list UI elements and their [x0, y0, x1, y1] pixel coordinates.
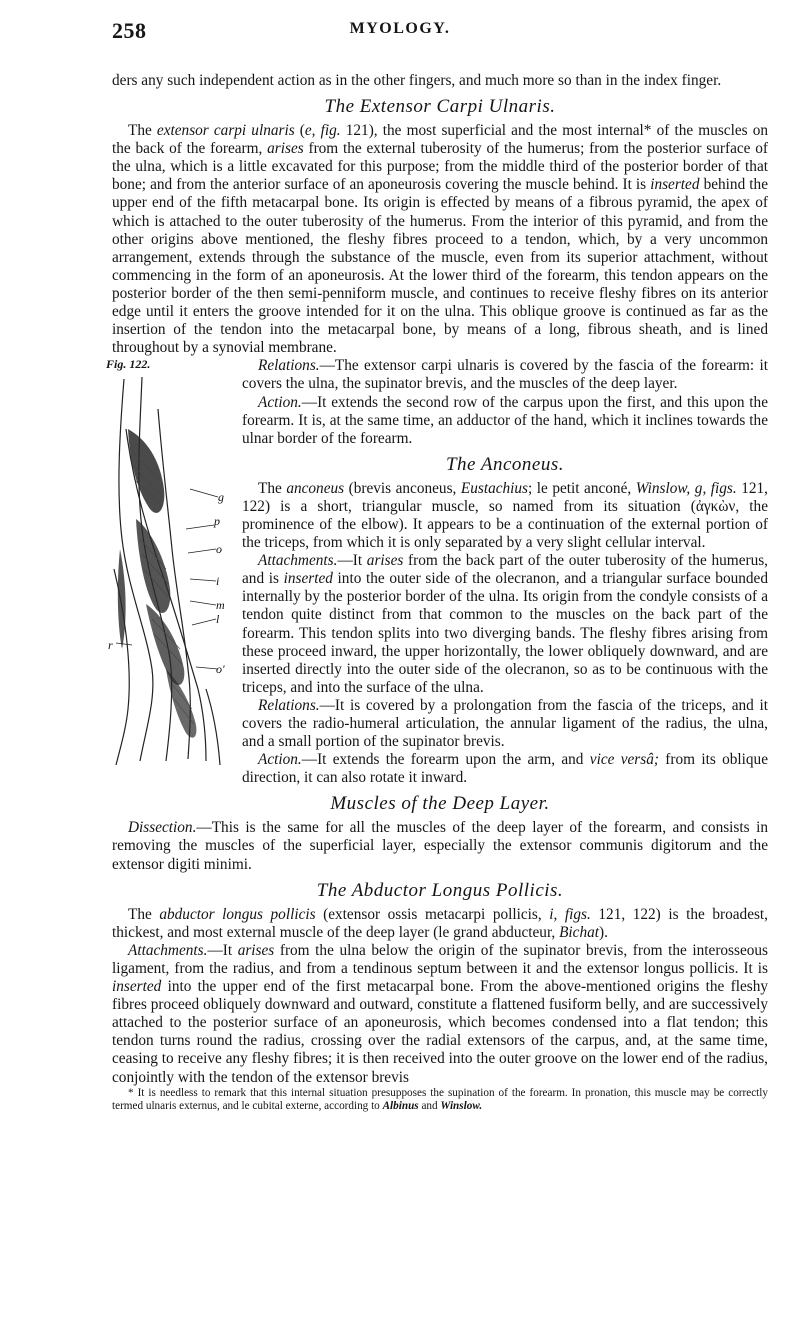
figure-letter-g: g	[218, 490, 224, 505]
page-number: 258	[112, 18, 147, 43]
anconeus-relations-paragraph: Relations.—It is covered by a prolongation from the fascia of the triceps, and it covers the radio-humeral articulation, the annular ligament of the radius, the ulna, and a small portion of the supinator brevis.	[242, 696, 768, 751]
abductor-attachments-paragraph: Attachments.—It arises from the ulna below the origin of the supinator brevis, from the interosseous ligament, from the radius, and from a tendinous septum between it and the extensor longus pollicis. It is inserted into the upper end of the first metacarpal bone. From the above-mentioned origins the fleshy fibres proceed obliquely downward and outward, constitute a flattened fusiform belly, and are successively attached to the posterior surface of an aponeurosis, which becomes condensed into a flat tendon; this tendon turns round the radius, crossing over the radial extensors of the carpus, and, at the same time, ceasing to receive any fleshy fibres; it is then received into the outer groove on the lower end of the radius, conjointly with the tendon of the extensor brevis	[112, 941, 769, 1086]
anconeus-action-paragraph: Action.—It extends the forearm upon the arm, and vice versâ; from its oblique direction, it can also rotate it inward.	[242, 751, 768, 787]
ecu-relations-paragraph: Relations.—The extensor carpi ulnaris is covered by the fascia of the forearm: it covers the ulna, the supinator brevis, and the muscles of the deep layer.	[242, 357, 768, 393]
anconeus-description-paragraph: The anconeus (brevis anconeus, Eustachius; le petit anconé, Winslow, g, figs. 121, 122) is a short, triangular muscle, so named from its situation (ἀγκὼν, the prominence of the elbow). It appears to be a continuation of the external portion of the triceps, from which it is only separated by a very slight cellular interval.	[242, 479, 769, 552]
body-text	[106, 72, 769, 1113]
figure-letter-r: r	[108, 638, 113, 653]
section-title-deep-layer: Muscles of the Deep Layer.	[330, 793, 550, 815]
intro-paragraph: ders any such independent action as in the other fingers, and much more so than in the index finger.	[112, 72, 722, 89]
running-title: MYOLOGY.	[349, 20, 451, 37]
figure-label: Fig. 122.	[106, 357, 151, 372]
figure-letter-p: p	[214, 514, 220, 529]
anconeus-attachments-paragraph: Attachments.—It arises from the back part of the outer tuberosity of the humerus, and is inserted into the outer side of the olecranon, and a triangular surface bounded internally by the posterior border of the ulna. Its origin from the condyle consists of a tendon quite distinct from that common to the muscles on the back part of the forearm. This tendon splits into two diverging bands. The fleshy fibres arising from these proceed inward, the upper horizontally, the lower obliquely downward, and are inserted directly into the outer side of the olecranon, so as to be continuous with the triceps, and into the surface of the ulna.	[242, 552, 769, 696]
deep-dissection-paragraph: Dissection.—This is the same for all the muscles of the deep layer of the forearm, and consists in removing the muscles of the superficial layer, especially the extensor communis digitorum and the extensor digiti minimi.	[112, 819, 768, 873]
figure-letter-m: m	[216, 598, 225, 613]
figure-122	[106, 357, 234, 769]
section-title-abductor-longus-pollicis: The Abductor Longus Pollicis.	[316, 879, 564, 901]
ecu-description-paragraph: The extensor carpi ulnaris (e, fig. 121), the most superficial and the most internal* of the muscles on the back of the forearm, arises from the external tuberosity of the humerus; from the posterior surface of the ulna, which is a little excavated for this purpose; from the middle third of the posterior border of that bone; and from the anterior surface of an aponeurosis covering the muscle behind. It is inserted behind the upper end of the fifth metacarpal bone. Its origin is effected by means of a fibrous pyramid, the apex of which is attached to the outer tuberosity of the humerus. From the interior of this pyramid, and from the other origins above mentioned, the fleshy fibres proceed to a tendon, which, by a very uncommon arrangement, extends through the substance of the muscle, even from its superior attachment, without commencing in the form of an aponeurosis. At the lower third of the forearm, this tendon appears on the posterior border of the then semi-penniform muscle, and continues to receive fleshy fibres on its anterior edge until it enters the groove intended for it on the ulna. This oblique groove is continued as far as the insertion of the tendon into the metacarpal bone, by means of a long, fibrous sheath, and is lined throughout by a synovial membrane.	[112, 122, 768, 357]
figure-letter-i: i	[216, 574, 220, 589]
figure-letter-o: o	[216, 542, 222, 557]
footnote: * It is needless to remark that this internal situation presupposes the supination of the forearm. In pronation, this muscle may be correctly termed ulnaris externus, and le cubital externe, according to Albinus and Winslow.	[112, 1086, 768, 1112]
figure-letter-l: l	[216, 612, 220, 627]
forearm-muscle-illustration	[106, 369, 234, 769]
figure-letter-o-prime: o'	[216, 662, 225, 677]
section-title-anconeus: The Anconeus.	[445, 453, 565, 475]
abductor-description-paragraph: The abductor longus pollicis (extensor ossis metacarpi pollicis, i, figs. 121, 122) is the broadest, thickest, and most external muscle of the deep layer (le grand abducteur, Bichat).	[112, 905, 769, 941]
ecu-action-paragraph: Action.—It extends the second row of the carpus upon the first, and this upon the forearm. It is, at the same time, an adductor of the hand, which it inclines towards the ulnar border of the forearm.	[242, 393, 768, 447]
section-title-extensor-carpi-ulnaris: The Extensor Carpi Ulnaris.	[324, 96, 556, 118]
page-header	[0, 12, 800, 52]
